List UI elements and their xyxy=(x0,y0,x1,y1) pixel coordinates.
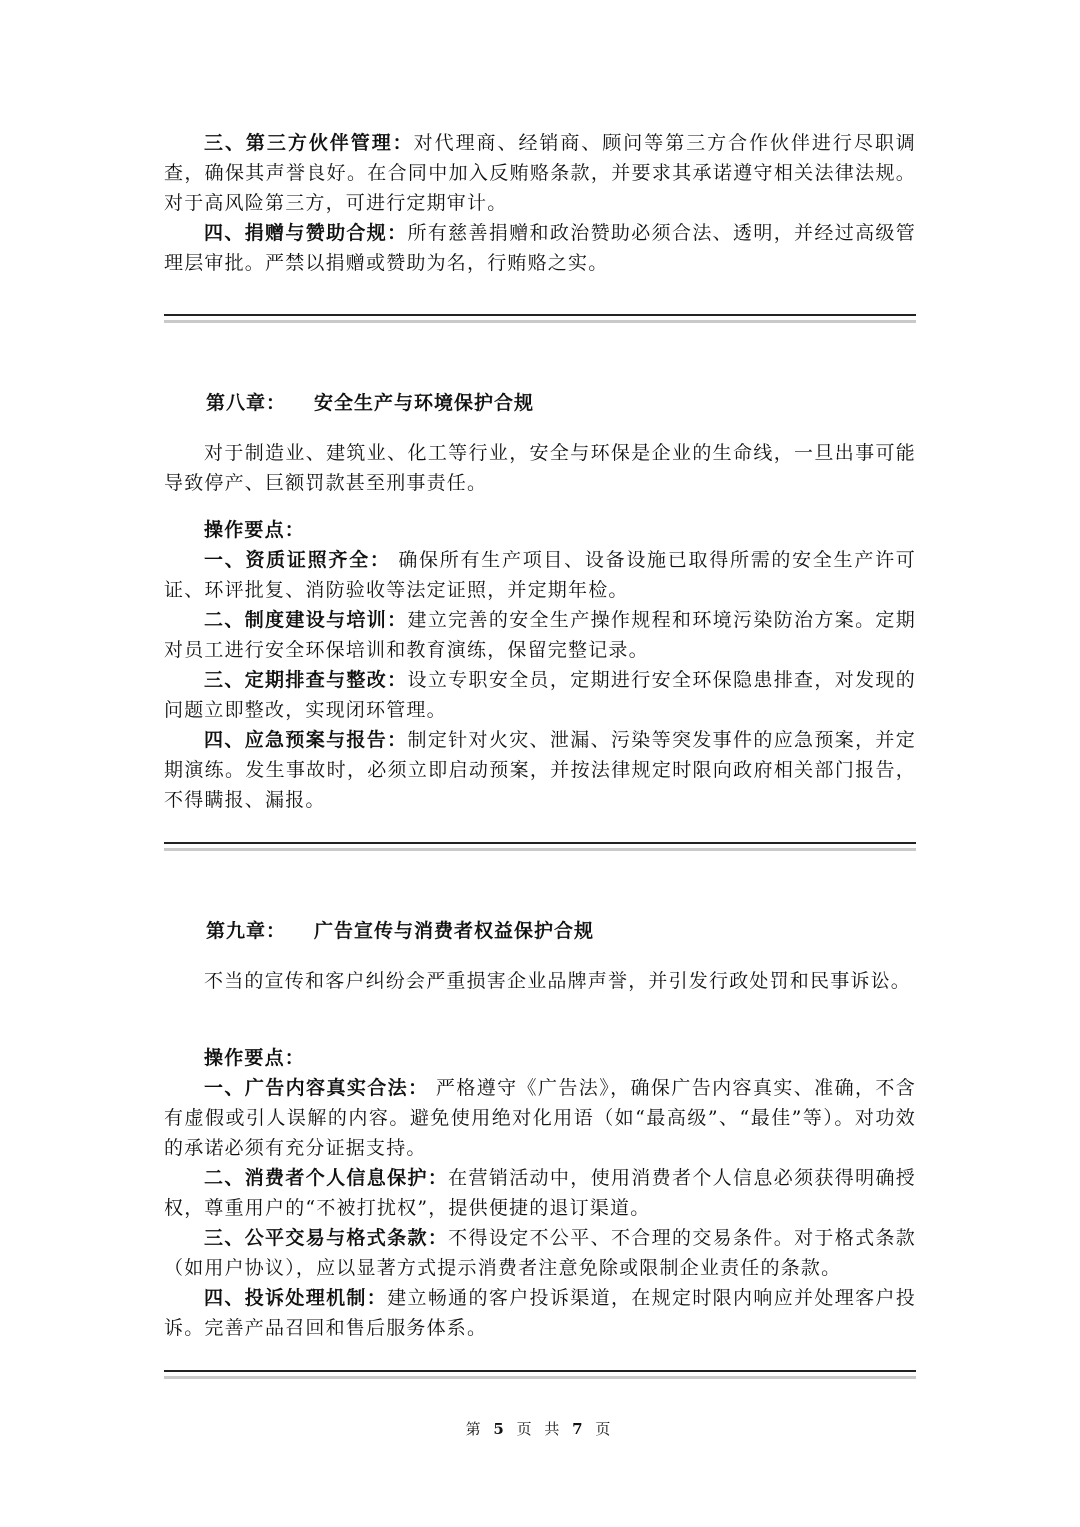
list-item xyxy=(164,128,916,218)
list-item xyxy=(164,1073,916,1163)
list-item xyxy=(164,1223,916,1283)
chapter9-intro-block xyxy=(164,966,916,996)
item-text: 建立完善的安全生产操作规程和环境污染防治方案。定期对员工进行安全环保培训和教育演练，保留完整记录。 xyxy=(164,609,916,661)
item-label: 三、定期排查与整改： xyxy=(204,669,408,691)
item-text: 设立专职安全员，定期进行安全环保隐患排查，对发现的问题立即整改，实现闭环管理。 xyxy=(164,669,916,721)
item-text: 对代理商、经销商、顾问等第三方合作伙伴进行尽职调查，确保其声誉良好。在合同中加入反贿赂条款，并要求其承诺遵守相关法律法规。对于高风险第三方，可进行定期审计。 xyxy=(164,132,916,214)
chapter8-heading-block xyxy=(164,388,916,418)
chapter-number: 第八章： xyxy=(206,392,287,414)
item-label: 二、消费者个人信息保护： xyxy=(204,1167,449,1189)
item-text: 建立畅通的客户投诉渠道，在规定时限内响应并处理客户投诉。完善产品召回和售后服务体系。 xyxy=(164,1287,916,1339)
item-text: 制定针对火灾、泄漏、污染等突发事件的应急预案，并定期演练。发生事故时，必须立即启动预案，并按法律规定时限向政府相关部门报告，不得瞒报、漏报。 xyxy=(164,729,916,811)
section-divider xyxy=(164,842,916,851)
item-text: 所有慈善捐赠和政治赞助必须合法、透明，并经过高级管理层审批。严禁以捐赠或赞助为名，行贿赂之实。 xyxy=(164,222,916,274)
item-label: 一、资质证照齐全： xyxy=(204,549,391,571)
points-heading: 操作要点： xyxy=(204,1047,306,1069)
list-item xyxy=(164,218,916,278)
list-item xyxy=(164,1283,916,1343)
chapter-number: 第九章： xyxy=(206,920,287,942)
list-item xyxy=(164,665,916,725)
item-label: 四、捐赠与赞助合规： xyxy=(204,222,408,244)
list-item xyxy=(164,1163,916,1223)
section-divider xyxy=(164,1370,916,1379)
current-page-number: 5 xyxy=(493,1420,508,1438)
chapter-intro: 对于制造业、建筑业、化工等行业，安全与环保是企业的生命线，一旦出事可能导致停产、巨额罚款甚至刑事责任。 xyxy=(164,442,916,494)
item-label: 一、广告内容真实合法： xyxy=(204,1077,429,1099)
item-text: 不得设定不公平、不合理的交易条件。对于格式条款（如用户协议），应以显著方式提示消费者注意免除或限制企业责任的条款。 xyxy=(164,1227,916,1279)
list-item xyxy=(164,725,916,815)
footer-suffix: 页 xyxy=(595,1420,615,1438)
chapter-title: 安全生产与环境保护合规 xyxy=(314,392,535,414)
item-text: 严格遵守《广告法》，确保广告内容真实、准确，不含有虚假或引人误解的内容。避免使用绝对化用语（如“最高级”、“最佳”等）。对功效的承诺必须有充分证据支持。 xyxy=(164,1077,916,1159)
item-label: 三、第三方伙伴管理： xyxy=(204,132,414,154)
item-text: 在营销活动中，使用消费者个人信息必须获得明确授权，尊重用户的“不被打扰权”，提供便捷的退订渠道。 xyxy=(164,1167,916,1219)
chapter9-heading-block xyxy=(164,916,916,946)
list-item xyxy=(164,605,916,665)
section7-tail xyxy=(164,128,916,278)
section-divider xyxy=(164,314,916,323)
chapter-heading xyxy=(164,916,916,946)
item-label: 四、应急预案与报告： xyxy=(204,729,408,751)
item-text: 确保所有生产项目、设备设施已取得所需的安全生产许可证、环评批复、消防验收等法定证照，并定期年检。 xyxy=(164,549,916,601)
chapter-title: 广告宣传与消费者权益保护合规 xyxy=(314,920,595,942)
item-label: 四、投诉处理机制： xyxy=(204,1287,388,1309)
list-item xyxy=(164,545,916,605)
page-footer xyxy=(0,1418,1080,1439)
chapter-heading xyxy=(164,388,916,418)
chapter9-points xyxy=(164,1043,916,1343)
item-label: 二、制度建设与培训： xyxy=(204,609,408,631)
points-heading: 操作要点： xyxy=(204,519,306,541)
chapter8-intro-block xyxy=(164,438,916,498)
item-label: 三、公平交易与格式条款： xyxy=(204,1227,449,1249)
total-page-number: 7 xyxy=(572,1420,587,1438)
chapter-intro: 不当的宣传和客户纠纷会严重损害企业品牌声誉，并引发行政处罚和民事诉讼。 xyxy=(204,970,912,992)
footer-middle: 页 共 xyxy=(516,1420,564,1438)
chapter8-points xyxy=(164,515,916,815)
footer-prefix: 第 xyxy=(465,1420,485,1438)
